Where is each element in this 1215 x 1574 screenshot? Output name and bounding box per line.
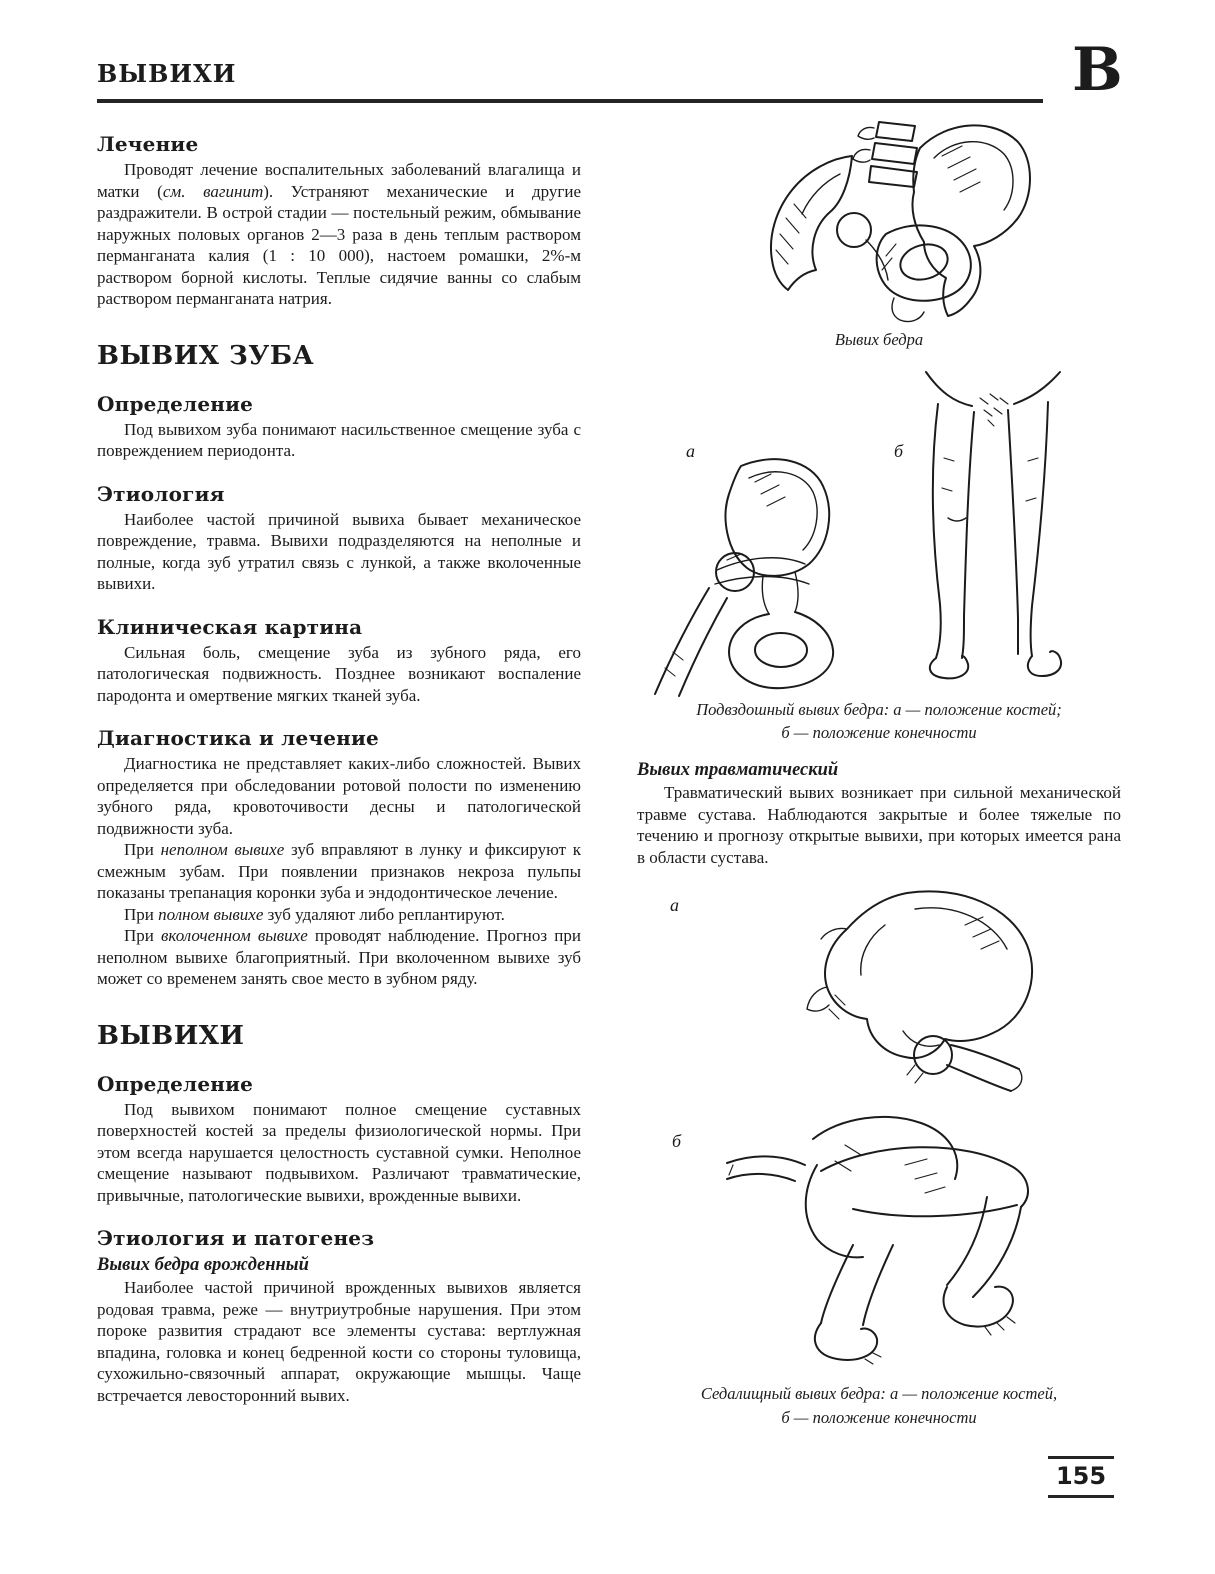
heading-treatment: Лечение bbox=[97, 132, 199, 156]
pelvis-front-ink-drawing bbox=[728, 112, 1040, 326]
paragraph-text: При bbox=[124, 904, 159, 924]
paragraph-clinical-picture: Сильная боль, смещение зуба из зубного ряда, его патологическая подвижность. Позднее возникают воспаление пародонта и омертвение мягких тканей зуба. bbox=[97, 642, 581, 705]
paragraph-diagnosis-1: Диагностика не представляет каких-либо сложностей. Вывих определяется при обследовании ротовой полости по изменению зубного ряда, кровоточивости десны и патологической подвижности зуба. bbox=[97, 754, 581, 838]
figure2-label-b: б bbox=[894, 441, 904, 461]
heading-definition-dislocations: Определение bbox=[97, 1071, 254, 1096]
figure2-caption-line2: б — положение конечности bbox=[781, 723, 977, 742]
subheading-traumatic-dislocation: Вывих травматический bbox=[637, 760, 839, 780]
paragraph-congenital-hip: Наиболее частой причиной врожденных вывихов является родовая травма, реже — внутриутробные нарушения. При этом пороке развития страдают все элементы сустава: вертлужная впадина, головка и конец бедренной кости со стороны туловища, сухожильно-связочный аппарат, окружающие мышцы. Чаще встречается левосторонний вывих. bbox=[97, 1278, 581, 1405]
heading-definition-tooth: Определение bbox=[97, 391, 254, 416]
figure4-label-b: б bbox=[672, 1131, 682, 1151]
paragraph-diagnosis-4 bbox=[97, 925, 581, 990]
page-number: 155 bbox=[1048, 1456, 1114, 1498]
hip-bone-ligaments-ink-drawing bbox=[645, 452, 871, 698]
paragraph-text: зуб вправляют в лунку и фиксируют к смежным зубам. При появлении признаков некроза пульпы показаны трепанация коронки зуба и эндодонтическое лечение. bbox=[97, 840, 581, 902]
figure3-label-a: а bbox=[670, 895, 679, 915]
figure2-caption-line1: Подвздошный вывих бедра: а — положение костей; bbox=[696, 700, 1062, 719]
heading-etiology-tooth: Этиология bbox=[97, 481, 225, 506]
section-title-dislocations: ВЫВИХИ bbox=[97, 1020, 245, 1051]
italic-term: полном вывихе bbox=[158, 904, 264, 924]
italic-term: неполном вывихе bbox=[160, 840, 285, 859]
figure2-label-a: а bbox=[686, 441, 695, 461]
figure4-caption-line2: б — положение конечности bbox=[781, 1408, 977, 1427]
italic-term: см. вагинит bbox=[162, 181, 264, 201]
paragraph-text: ). Устраняют механические и другие раздражители. В острой стадии — постельный режим, обмывание наружных половых органов 2—3 раза в день теплым раствором перманганата калия (1 : 10 000), настоем ромашки, 2%-м раствором борной кислоты. Теплые сидячие ванны со слабым раствором перманганата натрия. bbox=[97, 181, 581, 308]
left-column bbox=[97, 128, 581, 1406]
paragraph-definition-tooth: Под вывихом зуба понимают насильственное смещение зуба с повреждением периодонта. bbox=[97, 419, 581, 460]
running-head-title: ВЫВИХИ bbox=[97, 59, 237, 88]
figure1-caption: Вывих бедра bbox=[834, 330, 924, 349]
paragraph-text: При bbox=[124, 926, 162, 945]
figure4-caption-line1: Седалищный вывих бедра: а — положение костей, bbox=[700, 1384, 1058, 1403]
child-legs-ink-drawing bbox=[920, 368, 1066, 684]
paragraph-diagnosis-3 bbox=[97, 904, 581, 926]
paragraph-definition-dislocations: Под вывихом понимают полное смещение суставных поверхностей костей за пределы физиологической нормы. При этом всегда нарушается целостность суставной сумки. Неполное смещение называют подвывихом. Различают травматические, привычные, патологические вывихи, врожденные вывихи. bbox=[97, 1099, 581, 1205]
iliac-bone-dislocated-femur-ink-drawing bbox=[765, 885, 1057, 1099]
paragraph-text: Проводят лечение воспалительных заболеваний влагалища и матки ( bbox=[97, 160, 581, 201]
header-rule bbox=[97, 99, 1043, 103]
heading-etiology-pathogenesis: Этиология и патогенез bbox=[97, 1226, 375, 1250]
flexed-crossed-legs-ink-drawing bbox=[725, 1105, 1067, 1377]
italic-term: вколоченном вывихе bbox=[161, 926, 308, 945]
index-letter: В bbox=[1072, 35, 1123, 105]
heading-diagnosis-treatment: Диагностика и лечение bbox=[97, 726, 379, 750]
paragraph-etiology-tooth: Наиболее частой причиной вывиха бывает механическое повреждение, травма. Вывихи подразделяются на неполные и полные, когда зуб утратил связь с лункой, а также вколоченные вывихи. bbox=[97, 509, 581, 593]
paragraph-treatment bbox=[97, 159, 581, 310]
paragraph-text: проводят наблюдение. Прогноз при неполном вывихе благоприятный. При вколоченном вывихе зуб может со временем занять свое место в зубном ряду. bbox=[97, 926, 581, 988]
paragraph-text: При bbox=[124, 840, 161, 859]
heading-clinical-picture: Клиническая картина bbox=[97, 614, 363, 639]
subheading-congenital-hip-dislocation: Вывих бедра врожденный bbox=[97, 1255, 309, 1275]
paragraph-text: зуб удаляют либо реплантируют. bbox=[263, 904, 505, 924]
section-title-tooth-dislocation: ВЫВИХ ЗУБА bbox=[97, 340, 315, 371]
right-text-block bbox=[637, 758, 1121, 868]
paragraph-diagnosis-2 bbox=[97, 839, 581, 904]
paragraph-traumatic-dislocation: Травматический вывих возникает при сильной механической травме сустава. Наблюдаются закрытые и более тяжелые по течению и прогнозу открытые вывихи, при которых имеется рана в области сустава. bbox=[637, 783, 1121, 867]
